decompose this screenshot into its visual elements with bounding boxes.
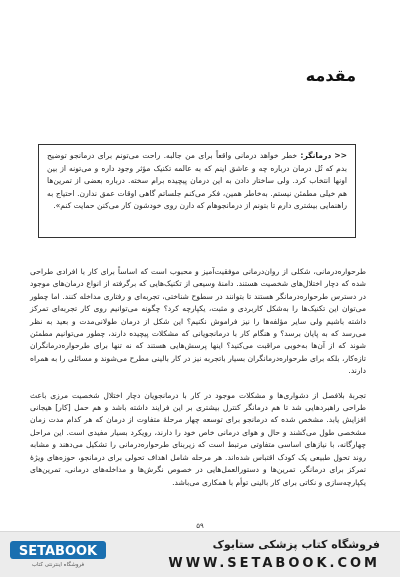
chapter-title: مقدمه xyxy=(305,66,356,85)
store-url-link[interactable]: WWW.SETABOOK.COM xyxy=(168,556,380,571)
quote-text: خطر خواهد درمانی واقعاً برای من جالبه. راحت می‌تونم برای درمانجو توضیح بدم که تُل درمان درباره چه و عاشق اینم که به عالمه تکنیک مؤثر وجود داره و می‌تونه از بین اونها انتخاب کرد. ولی ساختار دادن به این درمان پیچیده برام سخته. درباره بعضی از تمرین‌ها هم خیلی مطمئن نیستم. به‌خاطر همین، فکر می‌کنم جلساتم گاهی اوقات عمق ندارن. احتیاج به راهنمایی بیشتری دارم تا بتونم از درمانجوهام که دارن روی خودشون کار می‌کنن حمایت کنم». xyxy=(47,151,347,211)
body-paragraph: طرحواره‌درمانی، شکلی از روان‌درمانی موفقیت‌آمیز و محبوب است که اساساً برای کار با افرادی طراحی شده که دچار اختلال‌های شخصیت هستند. دامنهٔ وسیعی از تکنیک‌هایی که برگرفته از انواع درمان‌های موجود در دسترس طرحواره‌درمانگر هستند تا بتوانند در سطوح شناختی، تجربه‌ای و رفتاری مداخله کنند. اما چطور می‌توان این تکنیک‌ها را به‌شکل کاربردی و مثبت، یکپارچه کرد؟ چگونه می‌توانیم روی کار تجربه‌ای تمرکز داشته باشیم ولی سایر مؤلفه‌ها را نیز فراموش نکنیم؟ این شکل از درمان طولانی‌مدت و بعید به نظر می‌رسد که به پایان برسد؟ و هنگام کار با درمانجویانی که مشکلات پیچیده دارند، چطور می‌توانیم مطمئن شوند که از آن‌ها به‌خوبی مراقبت می‌کنید؟ اینها پرسش‌هایی هستند که نه تنها برای طرحواره‌درمانگران تازه‌کار، بلکه برای طرحواره‌درمانگران بسیار باتجربه نیز در کار بالینی مطرح می‌شوند و مسائلی را به همراه دارند. xyxy=(30,267,366,376)
quote-mark: << xyxy=(334,151,347,160)
body-paragraph: تجربهٔ بلافصل از دشواری‌ها و مشکلات موجود در کار با درمانجویان دچار اختلال شخصیت مرزی باعث طراحی راهبردهایی شد تا هم درمانگر کنترل بیشتری بر این فرایند داشته باشد و هم حمل [کار] هیجانی افزایش یابد. مشخص شده که درمانجو برای توسعه چهار مرحلهٔ متفاوت از درمان که هر کدام مدت زمان مشخصی طول می‌کشند و حال و هوای درمانی خاص خود را دارند، رویکرد بسیار مفیدی است. این مراحل چهارگانه، با نیازهای اساسی متفاوتی مرتبط است که زیربنای طرحواره‌درمانی را تشکیل می‌دهند و مشابه روند تحول طبیعی یک کودک اقتباس شده‌اند. هر مرحله شامل اهداف تحولی برای درمانجو، حوزه‌های ویژهٔ تمرکز برای درمانگر، تمرین‌ها و دستورالعمل‌هایی در خصوص نگرش‌ها و مداخله‌های درمانی، تمرین‌های یکپارچه‌سازی و نکاتی برای کار بالینی توأم با همکاری می‌باشد. xyxy=(30,390,366,487)
logo-wordmark: SETABOOK xyxy=(18,544,98,559)
quote-box xyxy=(38,144,356,238)
page-number: ۵۹ xyxy=(196,522,204,530)
body-text xyxy=(30,266,366,501)
setabook-logo[interactable] xyxy=(10,537,106,573)
quote-lead: درمانگر: xyxy=(300,151,332,160)
store-name: فروشگاه کتاب پزشکی ستابوک xyxy=(212,538,380,551)
logo-tagline: فروشگاه اینترنتی کتاب xyxy=(31,562,85,568)
publisher-footer xyxy=(0,531,400,577)
setabook-logo-icon xyxy=(10,537,106,563)
